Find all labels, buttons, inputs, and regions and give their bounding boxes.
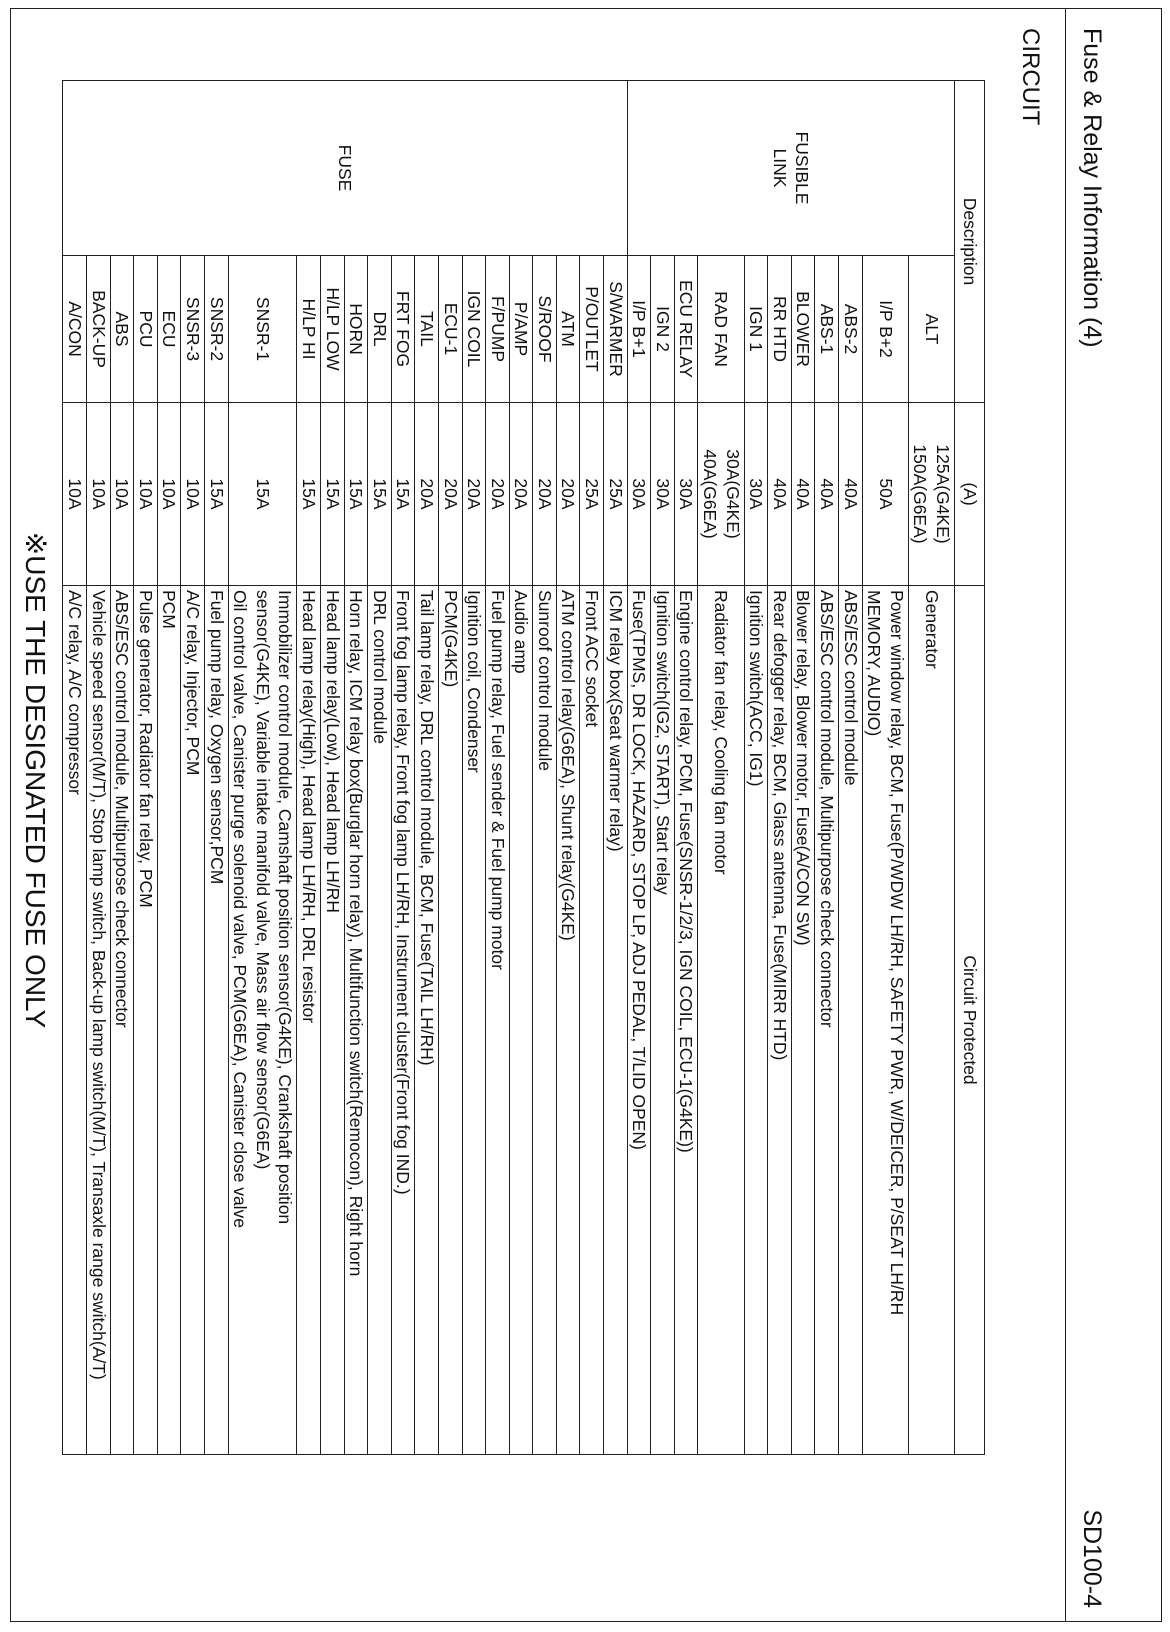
table-row	[297, 81, 321, 1455]
circuit-cell: Sunroof control module	[533, 586, 557, 1455]
amp-cell: 125A(G4KE) 150A(G6EA)	[908, 403, 954, 586]
table-row	[134, 81, 158, 1455]
fuse-name-cell: TAIL	[415, 256, 439, 403]
amp-cell: 15A	[205, 403, 229, 586]
amp-cell: 50A	[862, 403, 908, 586]
amp-cell: 30A(G4KE) 40A(G6EA)	[698, 403, 744, 586]
fuse-name-cell: ALT	[908, 256, 954, 403]
circuit-cell: Rear defogger relay, BCM, Glass antenna, Fuse(MIRR HTD)	[768, 586, 792, 1455]
amp-cell: 15A	[368, 403, 392, 586]
amp-cell: 30A	[744, 403, 768, 586]
circuit-cell: Blower relay, Blower motor, Fuse(A/CON SW)	[791, 586, 815, 1455]
circuit-cell: Head lamp relay(High), Head lamp LH/RH, DRL resistor	[297, 586, 321, 1455]
fuse-name-cell: RAD FAN	[698, 256, 744, 403]
circuit-cell: A/C relay, A/C compressor	[63, 586, 87, 1455]
circuit-cell: ABS/ESC control module, Multipurpose check connector	[110, 586, 134, 1455]
fuse-name-cell: SNSR-3	[181, 256, 205, 403]
circuit-cell: Fuel pump relay, Oxygen sensor,PCM	[205, 586, 229, 1455]
circuit-cell: Engine control relay, PCM, Fuse(SNSR-1/2/3, IGN COIL, ECU-1(G4KE))	[674, 586, 698, 1455]
circuit-cell: ABS/ESC control module	[839, 586, 863, 1455]
amp-cell: 10A	[110, 403, 134, 586]
amp-cell: 10A	[134, 403, 158, 586]
fuse-name-cell: S/WARMER	[604, 256, 628, 403]
header-description: Description	[955, 81, 985, 403]
header-amp: (A)	[955, 403, 985, 586]
fuse-name-cell: HORN	[344, 256, 368, 403]
fuse-name-cell: BACK-UP	[87, 256, 111, 403]
amp-cell: 15A	[297, 403, 321, 586]
table-row	[462, 81, 486, 1455]
table-row	[63, 81, 87, 1455]
table-row	[486, 81, 510, 1455]
circuit-cell: Generator	[908, 586, 954, 1455]
fuse-name-cell: IGN 2	[651, 256, 675, 403]
fuse-name-cell: DRL	[368, 256, 392, 403]
title-bar	[1065, 8, 1162, 1622]
table-body	[63, 81, 955, 1455]
amp-cell: 30A	[674, 403, 698, 586]
fuse-name-cell: ECU RELAY	[674, 256, 698, 403]
table-row	[768, 81, 792, 1455]
table-row	[87, 81, 111, 1455]
fuse-name-cell: I/P B+1	[627, 256, 651, 403]
table-row	[604, 81, 628, 1455]
amp-cell: 25A	[604, 403, 628, 586]
fuse-name-cell: FRT FOG	[391, 256, 415, 403]
circuit-cell: Horn relay, ICM relay box(Burglar horn relay), Multifunction switch(Remocon), Right horn	[344, 586, 368, 1455]
fuse-name-cell: SNSR-1	[228, 256, 297, 403]
fuse-name-cell: H/LP HI	[297, 256, 321, 403]
footnote: ※USE THE DESIGNATED FUSE ONLY	[20, 531, 51, 1029]
table-row	[580, 81, 604, 1455]
amp-cell: 15A	[391, 403, 415, 586]
amp-cell: 20A	[533, 403, 557, 586]
circuit-cell: Radiator fan relay, Cooling fan motor	[698, 586, 744, 1455]
fuse-name-cell: ABS	[110, 256, 134, 403]
fuse-table	[62, 80, 985, 1455]
fuse-name-cell: RR HTD	[768, 256, 792, 403]
fuse-name-cell: BLOWER	[791, 256, 815, 403]
amp-cell: 30A	[627, 403, 651, 586]
circuit-cell: Front ACC socket	[580, 586, 604, 1455]
fuse-name-cell: P/OUTLET	[580, 256, 604, 403]
circuit-cell: PCM	[157, 586, 181, 1455]
amp-cell: 30A	[651, 403, 675, 586]
table-row	[391, 81, 415, 1455]
circuit-cell: A/C relay, Injector, PCM	[181, 586, 205, 1455]
category-cell: FUSE	[63, 81, 627, 256]
amp-cell: 40A	[839, 403, 863, 586]
category-cell: FUSIBLE LINK	[627, 81, 954, 256]
circuit-cell: Audio amp	[509, 586, 533, 1455]
page-title: Fuse & Relay Information (4)	[1078, 28, 1106, 348]
circuit-cell: Immobilizer control module, Camshaft position sensor(G4KE), Crankshaft position sensor(G4KE), Variable intake manifold valve, Mass air flow sensor(G6EA) Oil control valve, Canister purge solenoid valve, PCM(G6EA), Canister close valve	[228, 586, 297, 1455]
amp-cell: 20A	[438, 403, 462, 586]
amp-cell: 25A	[580, 403, 604, 586]
table-row	[415, 81, 439, 1455]
table-row	[368, 81, 392, 1455]
fuse-name-cell: IGN 1	[744, 256, 768, 403]
amp-cell: 15A	[228, 403, 297, 586]
amp-cell: 10A	[181, 403, 205, 586]
circuit-cell: Vehicle speed sensor(M/T), Stop lamp switch, Back-up lamp switch(M/T), Transaxle range switch(A/T)	[87, 586, 111, 1455]
circuit-cell: Fuel pump relay, Fuel sender & Fuel pump motor	[486, 586, 510, 1455]
section-heading: CIRCUIT	[1017, 28, 1044, 126]
table-row	[791, 81, 815, 1455]
circuit-cell: DRL control module	[368, 586, 392, 1455]
fuse-name-cell: SNSR-2	[205, 256, 229, 403]
fuse-name-cell: F/PUMP	[486, 256, 510, 403]
page-code: SD100-4	[1078, 1509, 1106, 1608]
circuit-cell: Head lamp relay(Low), Head lamp LH/RH	[320, 586, 344, 1455]
amp-cell: 15A	[320, 403, 344, 586]
table-row	[438, 81, 462, 1455]
table-row	[908, 81, 954, 1455]
amp-cell: 40A	[768, 403, 792, 586]
amp-cell: 20A	[509, 403, 533, 586]
fuse-name-cell: PCU	[134, 256, 158, 403]
table-row	[320, 81, 344, 1455]
amp-cell: 20A	[462, 403, 486, 586]
amp-cell: 20A	[486, 403, 510, 586]
fuse-name-cell: IGN COIL	[462, 256, 486, 403]
fuse-name-cell: ABS-1	[815, 256, 839, 403]
table-row	[627, 81, 651, 1455]
table-row	[744, 81, 768, 1455]
table-header-row	[955, 81, 985, 1455]
table-row	[839, 81, 863, 1455]
amp-cell: 15A	[344, 403, 368, 586]
fuse-name-cell: P/AMP	[509, 256, 533, 403]
table-row	[533, 81, 557, 1455]
circuit-cell: PCM(G4KE)	[438, 586, 462, 1455]
amp-cell: 10A	[63, 403, 87, 586]
table-row	[228, 81, 297, 1455]
circuit-cell: ATM control relay(G6EA), Shunt relay(G4KE)	[556, 586, 580, 1455]
circuit-cell: ABS/ESC control module, Multipurpose check connector	[815, 586, 839, 1455]
amp-cell: 10A	[157, 403, 181, 586]
circuit-cell: ICM relay box(Seat warmer relay)	[604, 586, 628, 1455]
table-row	[651, 81, 675, 1455]
table-row	[157, 81, 181, 1455]
table-row	[509, 81, 533, 1455]
circuit-cell: Pulse generator, Radiator fan relay, PCM	[134, 586, 158, 1455]
fuse-name-cell: ATM	[556, 256, 580, 403]
amp-cell: 10A	[87, 403, 111, 586]
table-row	[815, 81, 839, 1455]
fuse-name-cell: A/CON	[63, 256, 87, 403]
circuit-cell: Ignition coil, Condenser	[462, 586, 486, 1455]
amp-cell: 40A	[791, 403, 815, 586]
amp-cell: 40A	[815, 403, 839, 586]
table-row	[205, 81, 229, 1455]
fuse-name-cell: H/LP LOW	[320, 256, 344, 403]
circuit-cell: Ignition switch(ACC, IG1)	[744, 586, 768, 1455]
circuit-cell: Front fog lamp relay, Front fog lamp LH/RH, Instrument cluster(Front fog IND.)	[391, 586, 415, 1455]
amp-cell: 20A	[556, 403, 580, 586]
header-circuit: Circuit Protected	[955, 586, 985, 1455]
fuse-name-cell: ABS-2	[839, 256, 863, 403]
table-row	[110, 81, 134, 1455]
table-row	[181, 81, 205, 1455]
table-row	[556, 81, 580, 1455]
table-row	[698, 81, 744, 1455]
fuse-name-cell: S/ROOF	[533, 256, 557, 403]
circuit-cell: Power window relay, BCM, Fuse(P/WDW LH/RH, SAFETY PWR, W/DEICER, P/SEAT LH/RH MEMORY, AUDIO)	[862, 586, 908, 1455]
fuse-name-cell: ECU-1	[438, 256, 462, 403]
fuse-name-cell: ECU	[157, 256, 181, 403]
circuit-cell: Ignition switch(IG2, START), Start relay	[651, 586, 675, 1455]
table-row	[674, 81, 698, 1455]
circuit-cell: Tail lamp relay, DRL control module, BCM, Fuse(TAIL LH/RH)	[415, 586, 439, 1455]
table-row	[344, 81, 368, 1455]
table-row	[862, 81, 908, 1455]
fuse-name-cell: I/P B+2	[862, 256, 908, 403]
circuit-cell: Fuse(TPMS, DR LOCK, HAZARD, STOP LP, ADJ PEDAL, T/LID OPEN)	[627, 586, 651, 1455]
amp-cell: 20A	[415, 403, 439, 586]
